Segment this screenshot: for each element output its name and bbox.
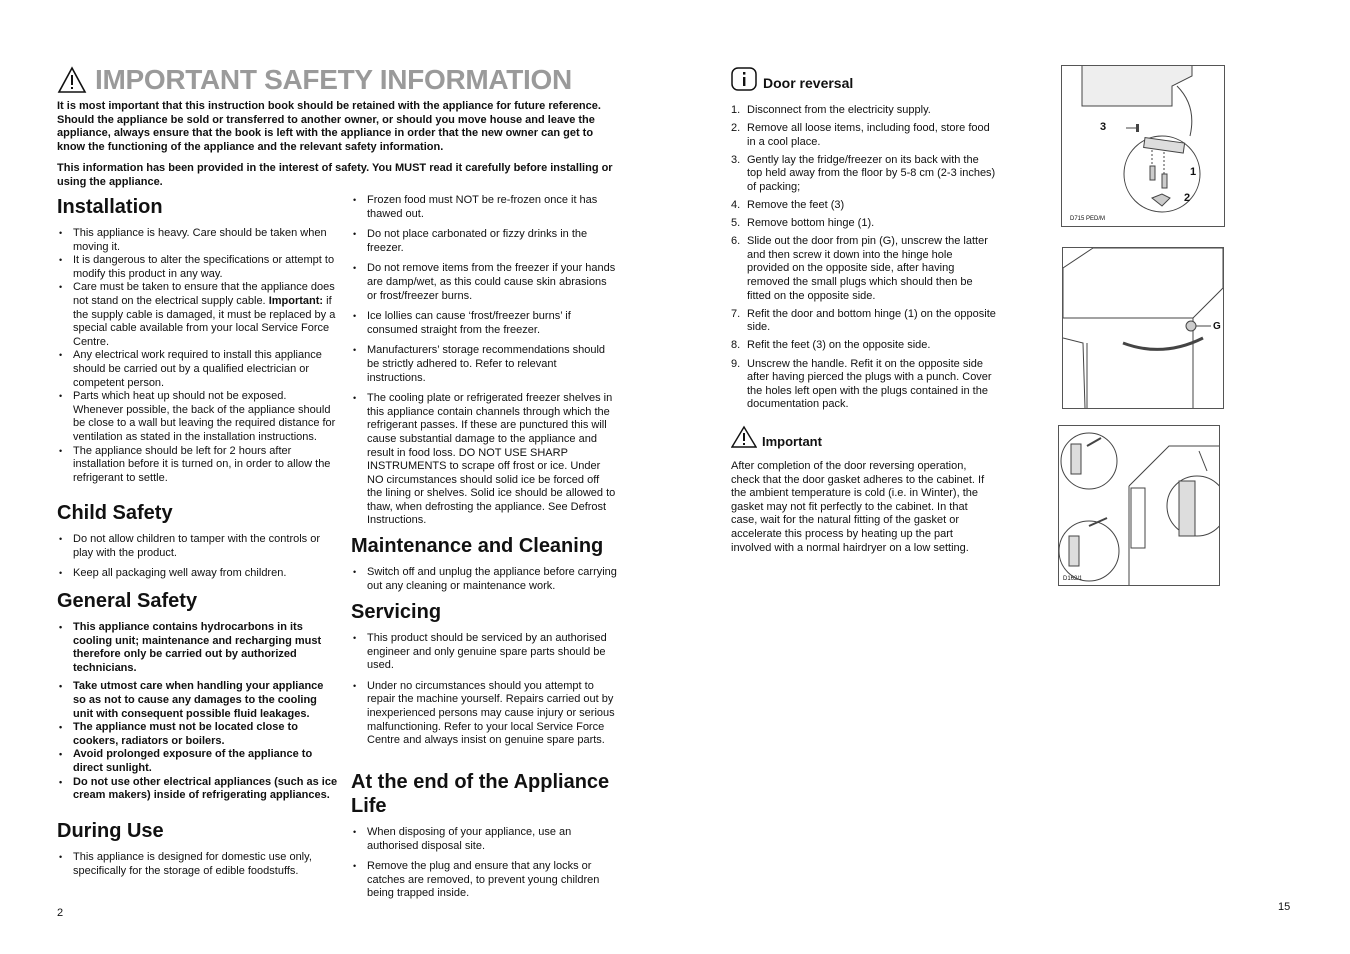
end-of-life-section — [351, 770, 617, 908]
general-safety-section — [57, 589, 339, 803]
handle-illustration — [1059, 426, 1219, 585]
fig-label-3: 3 — [1100, 121, 1107, 133]
maintenance-section — [351, 534, 617, 600]
figure-handle — [1058, 425, 1220, 586]
fig-code: D715 PED/M — [1070, 216, 1106, 222]
step-item: 9. Unscrew the handle. Refit it on the opposite side after having pierced the plugs with a punch. Cover the holes left open with the plugs contained in the documentation pack. — [731, 358, 996, 412]
list-item: • Take utmost care when handling your appliance so as not to cause any damages to the cooling unit with consequent possible fluid leakages. — [57, 680, 339, 721]
step-item: 2. Remove all loose items, including food, store food in a cool place. — [731, 122, 996, 149]
fig-label-1: 1 — [1190, 166, 1197, 178]
door-reversal-header — [731, 67, 853, 91]
step-item: 6. Slide out the door from pin (G), unscrew the latter and then screw it down into the hinge hole provided on the opposite side, after having removed the small plugs which should then be fitted on the opposite side. — [731, 235, 996, 303]
title-text: IMPORTANT SAFETY INFORMATION — [95, 64, 572, 95]
important-text: After completion of the door reversing operation, check that the door gasket adheres to the cabinet. If the ambient temperature is cold (i.e. in Winter), the gasket may not fit perfectly to the cabinet. In that case, wait for the natural fitting of the gasket or accelerate this process by heating up the part involved with a normal hairdryer on a low setting. — [731, 460, 985, 554]
child-safety-section — [57, 501, 339, 588]
list-item: • Frozen food must NOT be re-frozen once it has thawed out. — [351, 194, 617, 221]
important-label: Important: — [268, 294, 324, 307]
figure-hinge-diagram — [1061, 65, 1225, 227]
list-item: • Do not remove items from the freezer if your hands are damp/wet, as this could cause skin abrasions or frost/freezer burns. — [351, 262, 617, 303]
list-item: • Ice lollies can cause ‘frost/freezer burns’ if consumed straight from the freezer. — [351, 310, 617, 337]
list-item: • Manufacturers’ storage recommendations should be strictly adhered to. Refer to relevant instructions. — [351, 344, 617, 385]
list-item: • This appliance is designed for domestic use only, specifically for the storage of edible foodstuffs. — [57, 851, 339, 878]
step-item: 8. Refit the feet (3) on the opposite side. — [731, 339, 996, 353]
important-heading: Important — [762, 434, 822, 449]
column-2-list — [351, 194, 617, 535]
general-safety-heading: General Safety — [57, 590, 198, 612]
page-title — [57, 64, 572, 96]
fig-code: D162/1 — [1063, 576, 1083, 582]
step-item: 4. Remove the feet (3) — [731, 199, 996, 213]
info-icon — [731, 67, 757, 91]
intro-paragraph-1: It is most important that this instruction book should be retained with the appliance for future reference. Should the appliance be sold or transferred to another owner, or should you move house and leave the appliance, always ensure that the book is left with the appliance in order that the new owner can get to know the functioning of the appliance and the relevant safety information. — [57, 100, 601, 153]
servicing-section — [351, 600, 617, 755]
end-of-life-heading: At the end of the Appliance Life — [351, 771, 610, 817]
door-pin-illustration — [1063, 248, 1223, 408]
list-item: • The appliance must not be located close to cookers, radiators or boilers. — [57, 721, 339, 748]
step-item: 5. Remove bottom hinge (1). — [731, 217, 996, 231]
list-item: • Any electrical work required to install this appliance should be carried out by a qualified electrician or competent person. — [57, 349, 339, 390]
list-item: • This appliance is heavy. Care should be taken when moving it. — [57, 227, 339, 254]
installation-heading: Installation — [57, 196, 163, 218]
list-item: • Under no circumstances should you attempt to repair the machine yourself. Repairs carried out by inexperienced persons may cause injury or serious malfunctioning. Refer to your local Service Force Centre and always insist on genuine spare parts. — [351, 680, 617, 748]
fig-label-2: 2 — [1184, 192, 1191, 204]
warning-icon — [57, 66, 87, 94]
list-item: • Do not place carbonated or fizzy drinks in the freezer. — [351, 228, 617, 255]
list-item: • Switch off and unplug the appliance before carrying out any cleaning or maintenance work. — [351, 566, 617, 593]
figure-door-pin — [1062, 247, 1224, 409]
step-item: 7. Refit the door and bottom hinge (1) on the opposite side. — [731, 308, 996, 335]
door-reversal-steps — [731, 104, 996, 416]
list-item — [57, 281, 339, 349]
list-item: • Avoid prolonged exposure of the appliance to direct sunlight. — [57, 748, 339, 775]
installation-section — [57, 195, 339, 485]
warning-icon — [731, 425, 757, 449]
list-item: • This product should be serviced by an authorised engineer and only genuine spare parts should be used. — [351, 632, 617, 673]
servicing-heading: Servicing — [351, 601, 442, 623]
list-item: • It is dangerous to alter the specifications or attempt to modify this product in any way. — [57, 254, 339, 281]
list-item: • This appliance contains hydrocarbons in its cooling unit; maintenance and recharging must therefore only be carried out by authorized technicians. — [57, 621, 339, 675]
page-number-right: 15 — [1278, 901, 1291, 913]
list-item: • The cooling plate or refrigerated freezer shelves in this appliance contain channels through which the refrigerant passes. If these are punctured this will cause substantial damage to the appliance and result in food loss. DO NOT USE SHARP INSTRUMENTS to scrape off frost or ice. Under NO circumstances should solid ice be forced off the lining or shelves. Solid ice should be allowed to thaw, when defrosting the appliance. See Defrost Instructions. — [351, 392, 617, 528]
intro-paragraph-2: This information has been provided in the interest of safety. You MUST read it carefully before installing or using the appliance. — [57, 162, 613, 188]
maintenance-heading: Maintenance and Cleaning — [351, 535, 604, 557]
list-item: • Remove the plug and ensure that any locks or catches are removed, to prevent young children being trapped inside. — [351, 860, 617, 901]
hinge-illustration — [1062, 66, 1224, 226]
list-item: • Keep all packaging well away from children. — [57, 567, 339, 581]
door-reversal-heading: Door reversal — [763, 75, 854, 91]
during-use-section — [57, 819, 339, 878]
step-item: 1. Disconnect from the electricity supply. — [731, 104, 996, 118]
page-number-left: 2 — [57, 907, 64, 919]
important-text: if the supply cable is damaged, it must be replaced by a special cable available from your local Service Force Centre. — [73, 294, 336, 348]
during-use-heading: During Use — [57, 820, 164, 842]
list-item-text: Care must be taken to ensure that the appliance does not stand on the electrical supply cable. — [73, 281, 335, 307]
child-safety-heading: Child Safety — [57, 502, 173, 524]
list-item: • Do not use other electrical appliances (such as ice cream makers) inside of refrigerating appliances. — [57, 776, 339, 803]
list-item: • The appliance should be left for 2 hours after installation before it is turned on, in order to allow the refrigerant to settle. — [57, 445, 339, 486]
fig-label-g: G — [1213, 321, 1221, 332]
important-header — [731, 425, 822, 449]
list-item: • Parts which heat up should not be exposed. Whenever possible, the back of the appliance should be close to a wall but leaving the required distance for ventilation as stated in the installation instructions. — [57, 390, 339, 444]
list-item: • When disposing of your appliance, use an authorised disposal site. — [351, 826, 617, 853]
list-item: • Do not allow children to tamper with the controls or play with the product. — [57, 533, 339, 560]
step-item: 3. Gently lay the fridge/freezer on its back with the top held away from the floor by 5-8 cm (2-3 inches) of packing; — [731, 154, 996, 195]
